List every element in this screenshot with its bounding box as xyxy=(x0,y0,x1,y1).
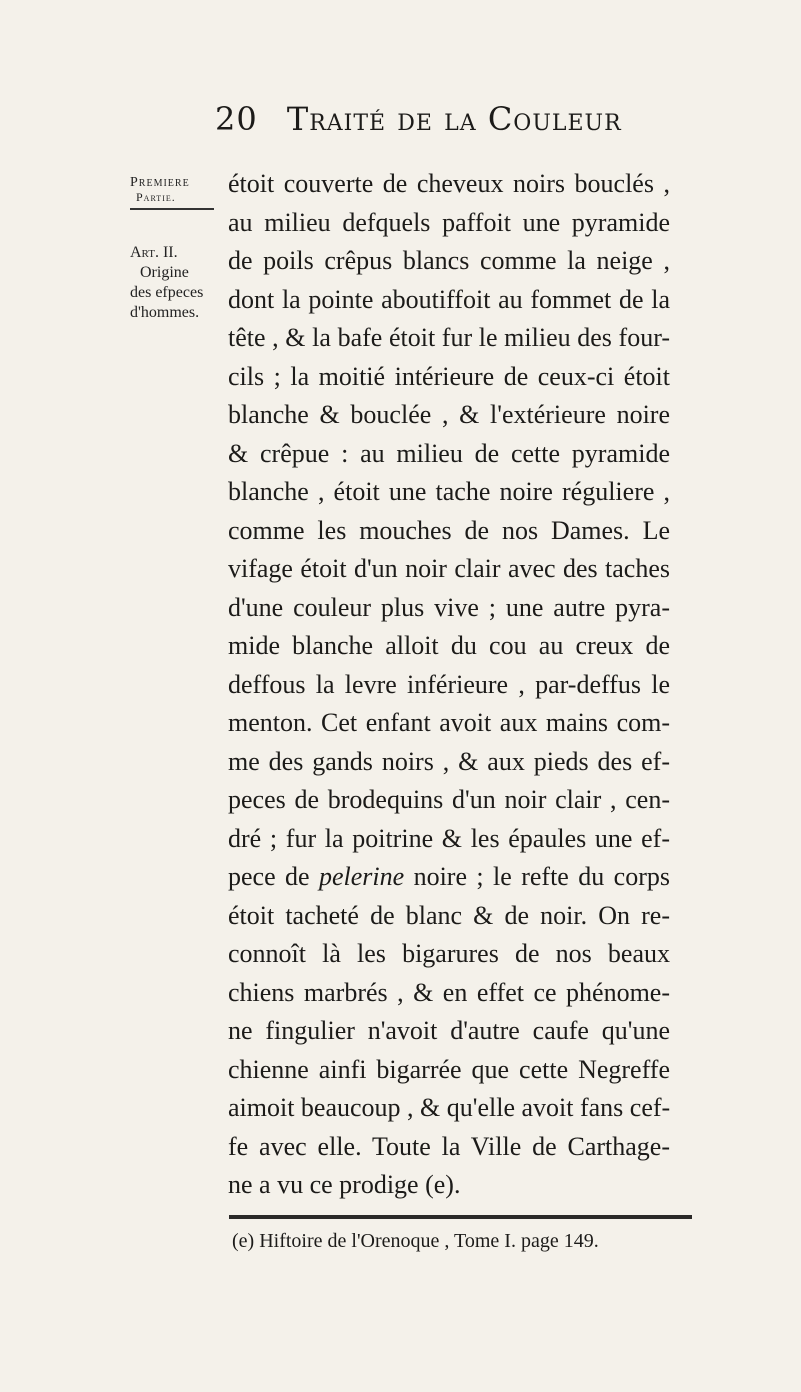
text-line: ne fingulier n'avoit d'autre caufe qu'une xyxy=(228,1016,670,1045)
text-line: au milieu defquels paffoit une pyramide xyxy=(228,207,670,237)
text-line: tête , & la bafe étoit fur le milieu des four- xyxy=(228,323,670,352)
text-line: & crêpue : au milieu de cette pyramide xyxy=(228,438,670,468)
text-line: étoit couverte de cheveux noirs bouclés , xyxy=(228,169,670,198)
margin-part-line1: Premiere xyxy=(130,175,190,190)
text-line-with-italic xyxy=(228,858,670,897)
footnote: (e) Hiftoire de l'Orenoque , Tome I. page 149. xyxy=(232,1230,599,1252)
text-line: de poils crêpus blancs comme la neige , xyxy=(228,246,670,275)
text-line: chiens marbrés , & en effet ce phénome- xyxy=(228,977,670,1007)
text-line: vifage étoit d'un noir clair avec des taches xyxy=(228,554,670,583)
text-line: chienne ainfi bigarrée que cette Negreffe xyxy=(228,1054,670,1084)
running-header xyxy=(215,100,685,138)
text-line: mide blanche alloit du cou au creux de xyxy=(228,631,670,660)
margin-article-line2: Origine xyxy=(140,264,189,281)
text-line: étoit tacheté de blanc & de noir. On re- xyxy=(228,900,670,930)
text-line: dré ; fur la poitrine & les épaules une ef- xyxy=(228,823,670,853)
text-line: connoît là les bigarures de nos beaux xyxy=(228,939,670,968)
text-line: me des gands noirs , & aux pieds des ef- xyxy=(228,746,670,776)
text-line: comme les mouches de nos Dames. Le xyxy=(228,515,670,545)
margin-article-line4: d'hommes. xyxy=(130,304,200,321)
text-line: dont la pointe aboutiffoit au fommet de la xyxy=(228,284,670,314)
running-title: Traité de la Couleur xyxy=(286,100,622,138)
text-line: peces de brodequins d'un noir clair , cen- xyxy=(228,785,670,814)
text-line: cils ; la moitié intérieure de ceux-ci étoit xyxy=(228,361,670,391)
margin-part-rule xyxy=(130,208,214,210)
margin-article-line1: Art. II. xyxy=(130,244,178,261)
text-line: deffous la levre inférieure , par-deffus le xyxy=(228,669,670,699)
italic-word: pelerine xyxy=(318,862,405,891)
margin-part-line2: Partie. xyxy=(136,190,176,204)
text-line: d'une couleur plus vive ; une autre pyra- xyxy=(228,592,670,622)
footnote-rule xyxy=(229,1215,692,1219)
text-line: blanche & bouclée , & l'extérieure noire xyxy=(228,400,670,429)
text-line: menton. Cet enfant avoit aux mains com- xyxy=(228,708,670,737)
margin-note-part xyxy=(130,176,225,210)
margin-article-line3: des efpeces xyxy=(130,284,204,301)
margin-note-article xyxy=(130,243,225,323)
line19-before: pece de xyxy=(228,862,319,891)
line19-after: noire ; le refte du corps xyxy=(404,862,670,891)
body-text xyxy=(228,165,670,1205)
text-line: aimoit beaucoup , & qu'elle avoit fans cef- xyxy=(228,1093,671,1122)
text-line: blanche , étoit une tache noire réguliere , xyxy=(228,477,670,506)
text-line: fe avec elle. Toute la Ville de Carthage- xyxy=(228,1131,670,1161)
page-number: 20 xyxy=(215,100,258,138)
text-line: ne a vu ce prodige (e). xyxy=(228,1170,461,1199)
